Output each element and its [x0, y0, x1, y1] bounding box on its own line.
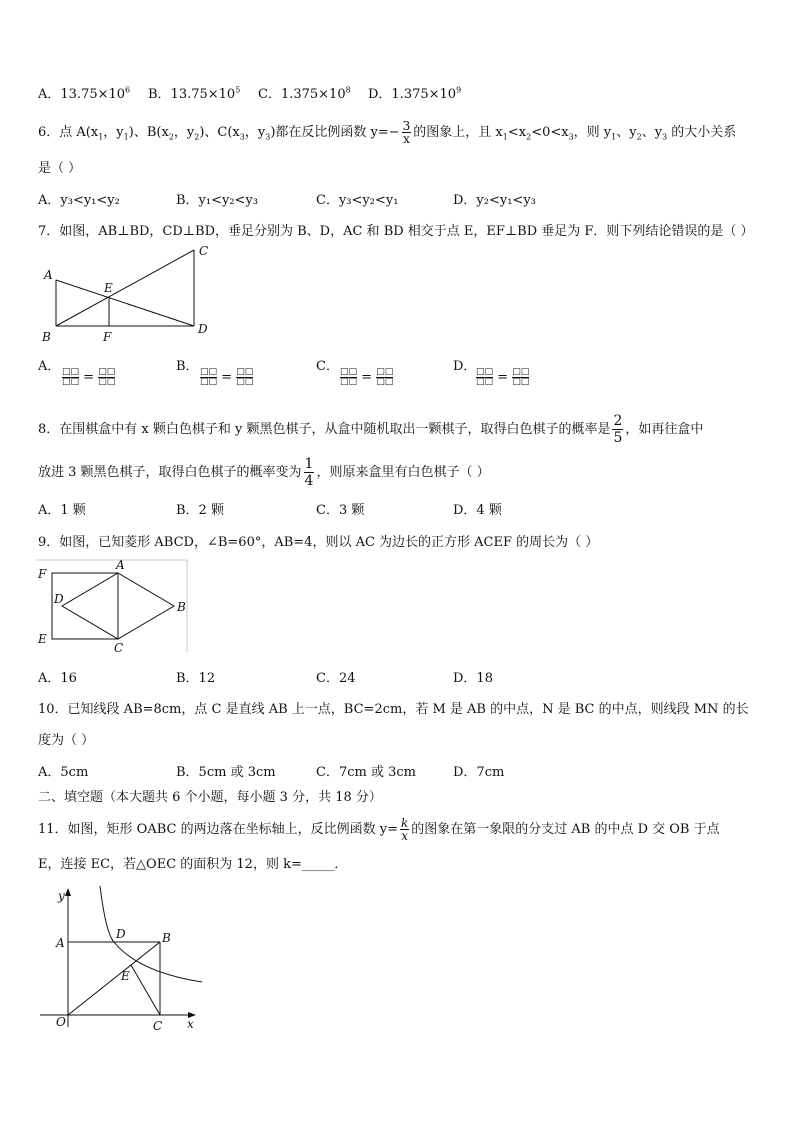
q6-option-b: B．y₁<y₂<y₃	[176, 193, 259, 208]
q9-label-f: F	[38, 567, 47, 581]
q11-label-a: A	[56, 936, 65, 950]
q9-option-b: B．12	[176, 671, 216, 686]
q10-option-b: B．5cm 或 3cm	[176, 765, 276, 780]
q6-line1: 6．点 $A(x_1$，$y_1$)、$B(x_2$，$y_2$)、$C(x_3$，$y_3$)都在反比例函数 y=− $\frac{3}{x}$ 的图象上，且 $x_1<x_2<0<x_3$，则 $y_1$、$y_2$、$y_3$ 的大小关系	[38, 119, 737, 146]
q6-option-c: C．y₃<y₂<y₁	[316, 193, 399, 208]
q7-option-b: B．	[176, 359, 199, 374]
q7-option-a: A．	[38, 359, 61, 374]
q11-fraction: $\frac{k}{x}$	[400, 816, 409, 843]
q8-option-c: C．3 颗	[316, 503, 365, 518]
q7-seg-ad	[56, 280, 194, 326]
q10-option-d: D．7cm	[453, 765, 505, 780]
q11-y-arrow	[65, 888, 71, 896]
q7-option-c: C．	[316, 359, 339, 374]
q8-fraction-2-5: $\frac{2}{5}$	[613, 413, 623, 446]
q8-option-a: A．1 颗	[38, 503, 86, 518]
q11-label-o: O	[56, 1015, 66, 1029]
q10-option-c: C．7cm 或 3cm	[316, 765, 416, 780]
q11-seg-ec	[131, 965, 160, 1015]
q7-label-f: F	[103, 330, 112, 344]
q5-option-c: C．$1.375\times 10^8$	[258, 85, 351, 102]
q7-text: 7．如图，AB⊥BD，CD⊥BD，垂足分别为 B、D，AC 和 BD 相交于点 E，EF⊥BD 垂足为 F．则下列结论错误的是（ ）	[38, 224, 754, 239]
q11-label-c: C	[153, 1019, 163, 1033]
q9-option-c: C．24	[316, 671, 356, 686]
q11-label-y: y	[58, 889, 65, 903]
q9-label-a: A	[116, 558, 125, 572]
q7-option-d: D．	[453, 359, 477, 374]
q8-option-d: D．4 颗	[453, 503, 502, 518]
q11-figure	[34, 882, 204, 1034]
q6-line2: 是（ ）	[38, 161, 82, 176]
q9-option-d: D．18	[453, 671, 493, 686]
q10-line1: 10．已知线段 AB=8cm，点 C 是直线 AB 上一点，BC=2cm，若 M 是 AB 的中点，N 是 BC 的中点，则线段 MN 的长	[38, 702, 749, 717]
q7-label-c: C	[199, 244, 209, 258]
q11-label-b: B	[162, 931, 171, 945]
q8-option-b: B．2 颗	[176, 503, 224, 518]
q9-figure	[34, 558, 190, 654]
q6-fraction: $\frac{3}{x}$	[402, 119, 411, 146]
section-2-heading: 二、填空题（本大题共 6 个小题，每小题 3 分，共 18 分）	[38, 790, 382, 805]
q7-option-a-eq: □□ □□ = □□ □□	[62, 367, 116, 387]
q10-option-a: A．5cm	[38, 765, 89, 780]
q7-seg-bc	[56, 250, 194, 326]
q7-label-b: B	[42, 330, 51, 344]
q9-option-a: A．16	[38, 671, 77, 686]
q5-option-a: A．$13.75\times 10^6$	[38, 85, 131, 102]
q11-line2: E，连接 EC，若△OEC 的面积为 12，则 k=_____．	[38, 857, 348, 872]
q7-label-e: E	[104, 281, 113, 295]
q8-line1: 8．在围棋盒中有 x 颗白色棋子和 y 颗黑色棋子，从盒中随机取出一颗棋子，取得白色棋子的概率是 $\frac{2}{5}$ ，如再往盒中	[38, 413, 704, 446]
q5-option-b: B．$13.75\times 10^5$	[148, 85, 241, 102]
q10-line2: 度为（ ）	[38, 733, 95, 748]
q9-text: 9．如图，已知菱形 ABCD，∠B=60°，AB=4，则以 AC 为边长的正方形 ACEF 的周长为（ ）	[38, 535, 599, 550]
q9-label-d: D	[54, 592, 64, 606]
q7-option-b-eq: □□ □□ = □□ □□	[200, 367, 254, 387]
q6-option-a: A．y₃<y₁<y₂	[38, 193, 120, 208]
q7-option-c-eq: □□ □□ = □□ □□	[340, 367, 394, 387]
q11-label-e: E	[121, 969, 130, 983]
q7-figure	[36, 240, 216, 348]
q7-option-d-eq: □□ □□ = □□ □□	[476, 367, 530, 387]
q6-option-d: D．y₂<y₁<y₃	[453, 193, 536, 208]
q9-label-e: E	[38, 632, 47, 646]
q9-label-b: B	[177, 600, 186, 614]
q11-label-d: D	[116, 927, 126, 941]
q7-label-d: D	[198, 322, 208, 336]
q11-label-x: x	[187, 1017, 194, 1031]
q9-label-c: C	[114, 641, 124, 654]
q8-line2: 放进 3 颗黑色棋子，取得白色棋子的概率变为 $\frac{1}{4}$ ，则原来盒里有白色棋子（ ）	[38, 456, 490, 489]
q5-option-d: D．$1.375\times 10^9$	[368, 85, 462, 102]
q11-line1: 11．如图，矩形 OABC 的两边落在坐标轴上，反比例函数 y= $\frac{k}{x}$ 的图象在第一象限的分支过 AB 的中点 D 交 OB 于点	[38, 816, 720, 843]
q7-label-a: A	[44, 268, 53, 282]
q8-fraction-1-4: $\frac{1}{4}$	[304, 456, 314, 489]
q11-seg-ob	[68, 942, 160, 1015]
